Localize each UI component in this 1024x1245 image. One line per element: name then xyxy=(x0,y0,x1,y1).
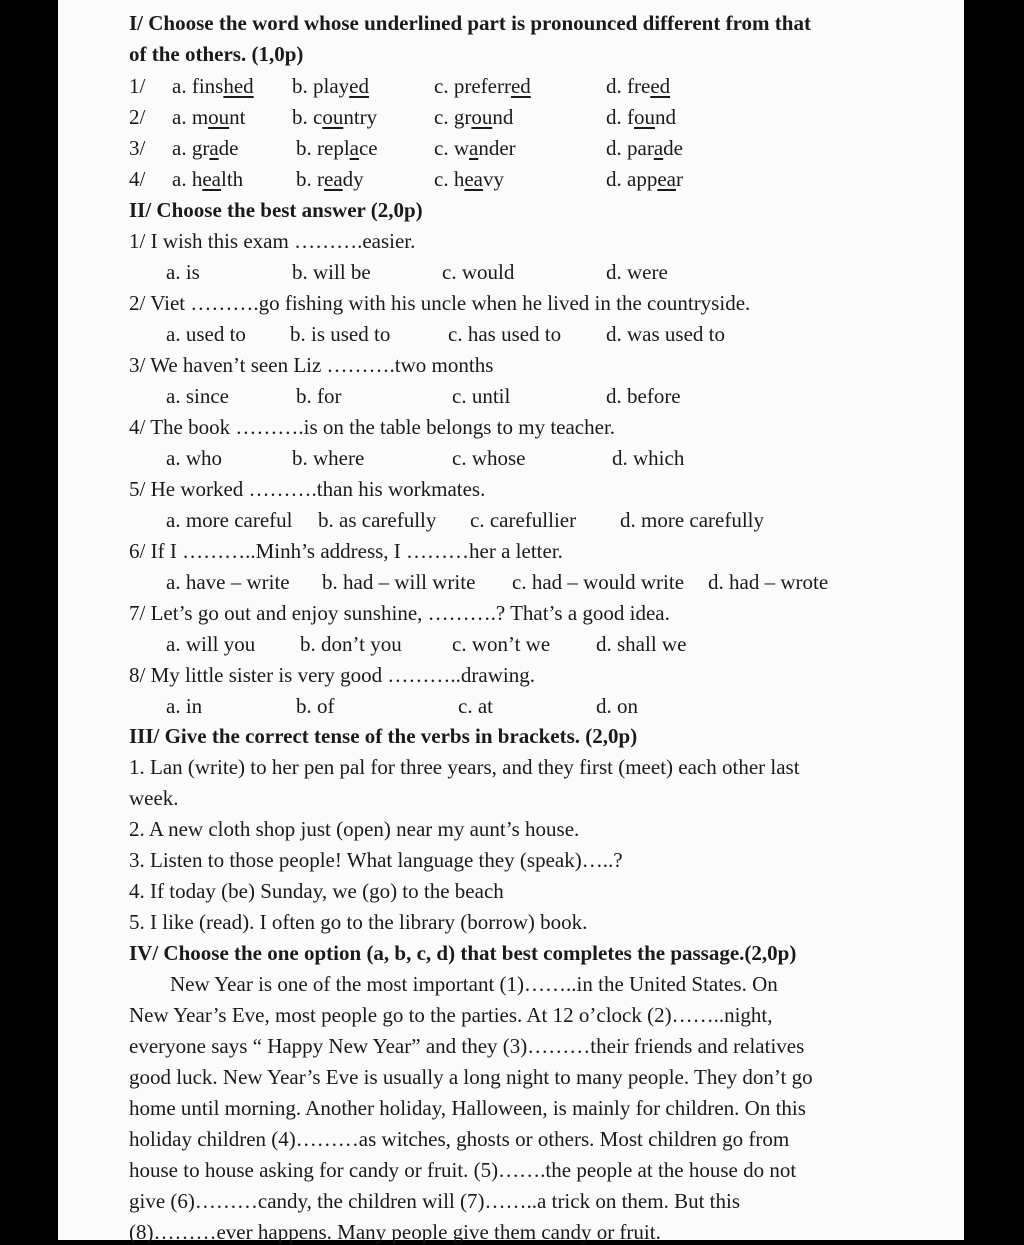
option-text: c. h xyxy=(434,167,465,191)
section1-title-cont: of the others. (1,0p) xyxy=(129,42,304,66)
section2-title: II/ Choose the best answer (2,0p) xyxy=(129,198,423,222)
answer-option xyxy=(434,73,531,99)
option-text: d. fre xyxy=(606,74,651,98)
answer-option xyxy=(434,104,513,130)
option-text: nder xyxy=(478,136,516,160)
answer-option xyxy=(606,104,676,130)
answer-option: b. for xyxy=(296,384,342,408)
question-number: 3/ xyxy=(129,136,146,160)
answer-option xyxy=(172,135,238,161)
answer-option: a. who xyxy=(166,446,222,470)
section1-title: I/ Choose the word whose underlined part is pronounced different from that xyxy=(129,11,811,35)
section3-line: 5. I like (read). I often go to the library (borrow) book. xyxy=(129,910,588,934)
option-text: r xyxy=(675,167,683,191)
underlined-part: ou xyxy=(322,105,344,129)
answer-option xyxy=(292,73,369,99)
passage-line: home until morning. Another holiday, Halloween, is mainly for children. On this xyxy=(129,1096,806,1120)
section3-line: 4. If today (be) Sunday, we (go) to the beach xyxy=(129,879,504,903)
answer-option: d. before xyxy=(606,384,681,408)
answer-option: d. on xyxy=(596,694,638,718)
section4-title: IV/ Choose the one option (a, b, c, d) that best completes the passage.(2,0p) xyxy=(129,941,797,965)
underlined-part: ou xyxy=(208,105,230,129)
option-text: a. m xyxy=(172,105,209,129)
underlined-part: a xyxy=(349,136,359,160)
section3-line: week. xyxy=(129,786,179,810)
underlined-part: a xyxy=(469,136,479,160)
answer-option: c. until xyxy=(452,384,511,408)
answer-option: c. had – would write xyxy=(512,570,685,594)
answer-option: b. had – will write xyxy=(322,570,476,594)
underlined-part: ed xyxy=(650,74,671,98)
option-text: ce xyxy=(358,136,378,160)
section3-title: III/ Give the correct tense of the verbs in brackets. (2,0p) xyxy=(129,724,638,748)
option-text: dy xyxy=(342,167,364,191)
option-text: ntry xyxy=(343,105,378,129)
option-text: a. gr xyxy=(172,136,210,160)
answer-option: a. is xyxy=(166,260,200,284)
section3-line: 2. A new cloth shop just (open) near my aunt’s house. xyxy=(129,817,580,841)
option-text: nd xyxy=(655,105,676,129)
question-stem: 3/ We haven’t seen Liz ……….two months xyxy=(129,353,494,377)
option-text: nt xyxy=(229,105,246,129)
option-text: b. c xyxy=(292,105,323,129)
option-text: b. play xyxy=(292,74,350,98)
passage-line: holiday children (4)………as witches, ghosts or others. Most children go from xyxy=(129,1127,790,1151)
option-text: c. gr xyxy=(434,105,472,129)
option-text: a. h xyxy=(172,167,203,191)
answer-option: b. don’t you xyxy=(300,632,402,656)
underlined-part: ou xyxy=(471,105,493,129)
question-number: 2/ xyxy=(129,105,146,129)
section3-line: 3. Listen to those people! What language they (speak)…..? xyxy=(129,848,623,872)
answer-option: c. at xyxy=(458,694,493,718)
option-text: de xyxy=(218,136,239,160)
answer-option: b. is used to xyxy=(290,322,391,346)
answer-option xyxy=(172,104,246,130)
answer-option: a. more careful xyxy=(166,508,293,532)
section3-line: 1. Lan (write) to her pen pal for three years, and they first (meet) each other last xyxy=(129,755,800,779)
answer-option: c. would xyxy=(442,260,515,284)
answer-option: d. was used to xyxy=(606,322,725,346)
question-number: 1/ xyxy=(129,74,146,98)
answer-option: c. whose xyxy=(452,446,526,470)
answer-option: c. carefullier xyxy=(470,508,577,532)
question-number: 4/ xyxy=(129,167,146,191)
answer-option xyxy=(172,166,243,192)
passage-line: New Year’s Eve, most people go to the parties. At 12 o’clock (2)……..night, xyxy=(129,1003,773,1027)
underlined-part: hed xyxy=(223,74,254,98)
answer-option: b. of xyxy=(296,694,335,718)
question-stem: 4/ The book ……….is on the table belongs to my teacher. xyxy=(129,415,616,439)
underlined-part: ea xyxy=(202,167,221,191)
answer-option xyxy=(434,166,504,192)
underlined-part: a xyxy=(209,136,219,160)
passage-line: good luck. New Year’s Eve is usually a long night to many people. They don’t go xyxy=(129,1065,813,1089)
answer-option: a. have – write xyxy=(166,570,290,594)
answer-option xyxy=(296,135,378,161)
underlined-part: ea xyxy=(657,167,676,191)
underlined-part: ed xyxy=(510,74,531,98)
answer-option: d. more carefully xyxy=(620,508,765,532)
answer-option: c. has used to xyxy=(448,322,562,346)
answer-option: d. which xyxy=(612,446,685,470)
underlined-part: a xyxy=(653,136,664,160)
answer-option: b. will be xyxy=(292,260,371,284)
option-text: nd xyxy=(492,105,514,129)
question-stem: 5/ He worked ……….than his workmates. xyxy=(129,477,486,501)
answer-option xyxy=(606,166,683,192)
question-stem: 2/ Viet ……….go fishing with his uncle when he lived in the countryside. xyxy=(129,291,751,315)
answer-option: b. where xyxy=(292,446,365,470)
underlined-part: ea xyxy=(464,167,483,191)
passage-line: (8)………ever happens. Many people give them candy or fruit. xyxy=(129,1220,661,1244)
option-text: vy xyxy=(482,167,504,191)
option-text: c. preferr xyxy=(434,74,511,98)
option-text: lth xyxy=(220,167,244,191)
question-stem: 6/ If I ………..Minh’s address, I ………her a letter. xyxy=(129,539,563,563)
answer-option: c. won’t we xyxy=(452,632,551,656)
answer-option: a. used to xyxy=(166,322,246,346)
answer-option xyxy=(606,135,683,161)
underlined-part: ed xyxy=(349,74,369,98)
answer-option: d. were xyxy=(606,260,668,284)
answer-option xyxy=(296,166,364,192)
underlined-part: ea xyxy=(324,167,343,191)
passage-line: house to house asking for candy or fruit. (5)…….the people at the house do not xyxy=(129,1158,797,1182)
answer-option: a. since xyxy=(166,384,229,408)
question-stem: 1/ I wish this exam ……….easier. xyxy=(129,229,416,253)
option-text: d. par xyxy=(606,136,654,160)
answer-option xyxy=(292,104,377,130)
answer-option xyxy=(434,135,516,161)
passage-line: everyone says “ Happy New Year” and they (3)………their friends and relatives xyxy=(129,1034,805,1058)
question-stem: 8/ My little sister is very good ………..drawing. xyxy=(129,663,535,687)
answer-option: a. will you xyxy=(166,632,256,656)
answer-option: d. shall we xyxy=(596,632,687,656)
underlined-part: ou xyxy=(634,105,655,129)
answer-option xyxy=(172,73,254,99)
answer-option: a. in xyxy=(166,694,203,718)
option-text: c. w xyxy=(434,136,469,160)
question-stem: 7/ Let’s go out and enjoy sunshine, ……….? That’s a good idea. xyxy=(129,601,670,625)
option-text: de xyxy=(663,136,683,160)
answer-option: b. as carefully xyxy=(318,508,437,532)
option-text: a. fins xyxy=(172,74,224,98)
option-text: d. app xyxy=(606,167,658,191)
option-text: b. repl xyxy=(296,136,350,160)
option-text: b. r xyxy=(296,167,324,191)
passage-line: New Year is one of the most important (1)……..in the United States. On xyxy=(170,972,778,996)
answer-option xyxy=(606,73,670,99)
option-text: d. f xyxy=(606,105,634,129)
passage-line: give (6)………candy, the children will (7)……..a trick on them. But this xyxy=(129,1189,741,1213)
answer-option: d. had – wrote xyxy=(708,570,829,594)
